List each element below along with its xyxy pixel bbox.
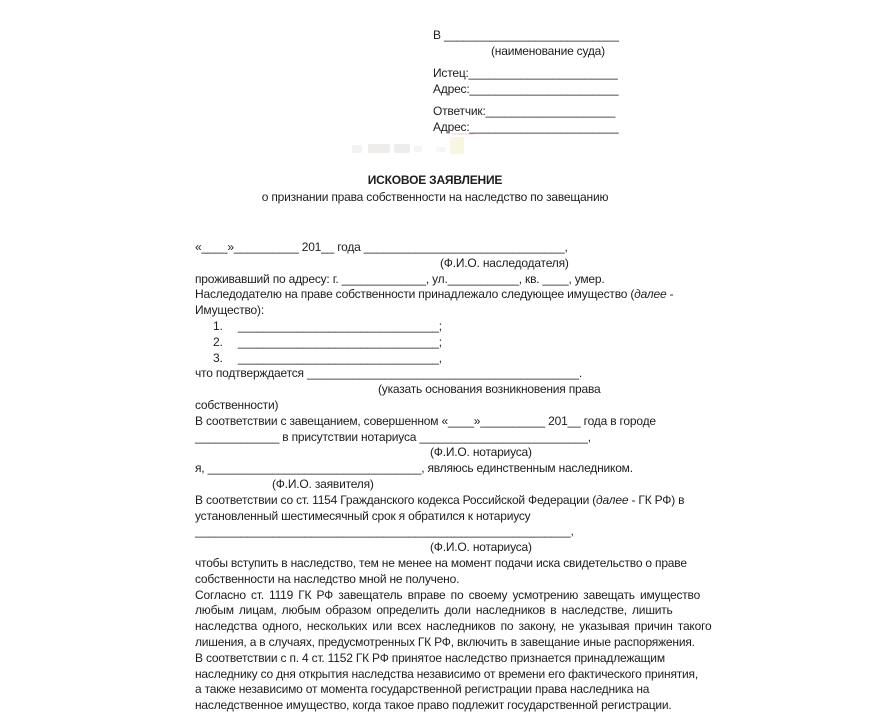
article-1154-post: - ГК РФ) в [628,492,685,507]
notary-blank-line: __________________________________________________________, [195,524,574,539]
document-main [195,172,712,714]
deceased-name-hint: (Ф.И.О. наследодателя) [440,255,569,270]
property-list-item [195,351,675,367]
court-name-hint: (наименование суда) [491,44,605,58]
faint-watermark [336,133,486,159]
court-header-block [433,27,619,135]
list-blank: _______________________________, [238,350,442,365]
article-1154-pre: В соответствии со ст. 1154 Гражданского кодекса Российской Федерации ( [195,492,597,507]
article-1154-line2: установленный шестимесячный срок я обратился к нотариусу [195,508,531,523]
plaintiff-address-line: Адрес:_______________________ [433,82,619,96]
article-1154-italic: далее [596,492,629,507]
ownership-basis-hint2: собственности) [195,397,279,412]
list-number: 3. [213,350,223,365]
article-1119-line: наследства одного, нескольких или всех наследников по закону, не указывая причин такого [195,619,712,634]
date-of-death-line: «____»__________ 201__ года _______________________________, [195,240,568,254]
sole-heir-line: я, _________________________________, являюсь единственным наследником. [195,461,633,476]
article-1119-line: лишения, а в случаях, предусмотренных ГК РФ, включить в завещание иные распоряжения. [195,634,695,649]
notary-name-hint: (Ф.И.О. нотариуса) [430,445,532,460]
list-blank: _______________________________; [238,334,442,349]
article-1119-line: Согласно ст. 1119 ГК РФ завещатель вправе по своему усмотрению завещать имущество [195,587,701,602]
article-1152-line: а также независимо от момента государственной регистрации права наследника на [195,682,650,697]
article-1152-line: наследнику со дня открытия наследства независимо от времени его фактического принятия, [195,666,698,681]
applicant-name-hint: (Ф.И.О. заявителя) [272,476,374,491]
document-subtitle: о признании права собственности на наследство по завещанию [261,190,609,204]
property-intro-line2: Имущество): [195,303,264,318]
article-1152-line: наследственное имущество, когда такое право подлежит государственной регистрации. [195,698,672,713]
defendant-line: Ответчик:____________________ [433,104,616,118]
property-list-item [195,319,675,335]
property-intro-line [195,287,675,303]
will-line1: В соответствии с завещанием, совершенном «____»__________ 201__ года в городе [195,413,656,428]
property-intro-pre: Наследодателю на праве собственности принадлежало следующее имущество ( [195,287,635,302]
notary-name-hint: (Ф.И.О. нотариуса) [430,540,532,555]
will-line2: _____________ в присутствии нотариуса __________________________, [195,429,591,444]
property-list-item [195,335,675,351]
article-1154-line [195,492,685,509]
ownership-basis-hint: (указать основания возникновения права [378,382,601,397]
property-intro-post: - [666,287,674,302]
list-blank: _______________________________; [238,318,442,333]
article-1119-line: любым лицам, любым образом определить доли наследников в наследстве, лишить [195,603,673,618]
certificate-paragraph-line: собственности на наследство мной не получено. [195,571,460,586]
court-name-line: В ___________________________ [433,28,619,42]
document-body [195,240,712,714]
article-1152-line: В соответствии с п. 4 ст. 1152 ГК РФ принятое наследство признается принадлежащим [195,650,665,665]
certificate-paragraph-line: чтобы вступить в наследство, тем не менее на момент подачи иска свидетельство о праве [195,555,687,570]
confirmation-line: что подтверждается __________________________________________. [195,366,583,381]
list-number: 1. [213,318,223,333]
deceased-address-line: проживавший по адресу: г. _____________, ул.___________, кв. ____, умер. [195,271,605,286]
plaintiff-line: Истец:_______________________ [433,66,618,80]
document-title: ИСКОВОЕ ЗАЯВЛЕНИЕ [367,173,503,187]
property-intro-italic: далее [634,287,667,302]
list-number: 2. [213,334,223,349]
defendant-address-line: Адрес:_______________________ [433,120,619,134]
